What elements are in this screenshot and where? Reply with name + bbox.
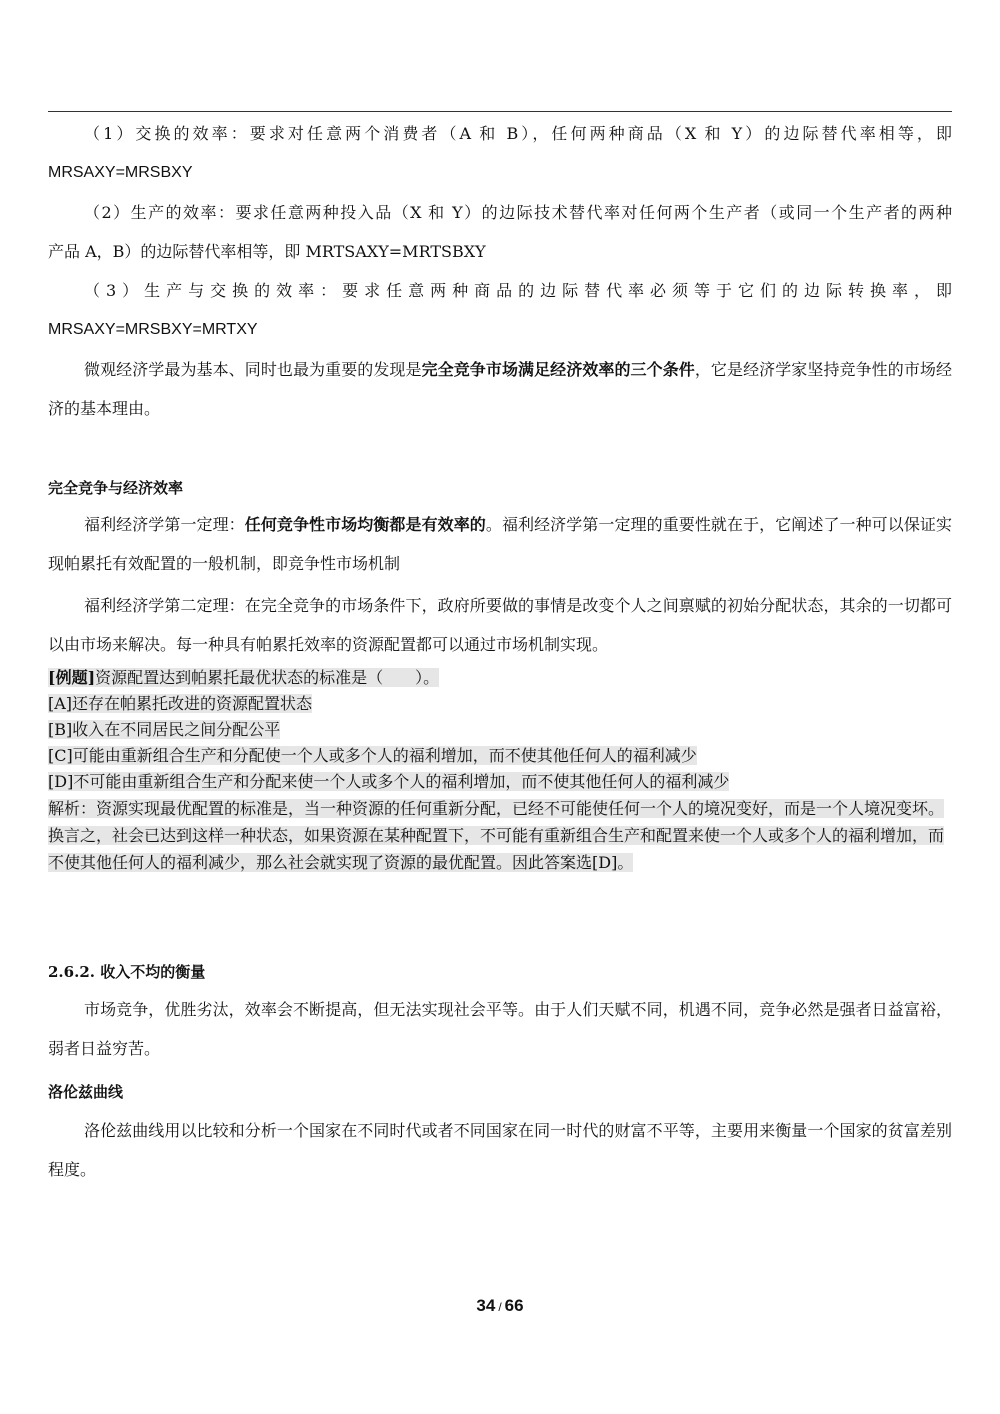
example-question-text: 资源配置达到帕累托最优状态的标准是（ ）。 [95, 668, 440, 687]
condition-2-line2: 产品 A，B）的边际替代率相等，即 MRTSAXY=MRTSBXY [48, 242, 486, 261]
section-heading-lorenz: 洛伦兹曲线 [48, 1083, 124, 1101]
page-number [0, 1296, 1000, 1316]
theorem1-pre: 福利经济学第一定理： [84, 515, 245, 534]
condition-3-line1: （3）生产与交换的效率：要求任意两种商品的边际替代率必须等于它们的边际转换率，即 [84, 281, 952, 300]
example-option-a: [A]还存在帕累托改进的资源配置状态 [48, 694, 313, 713]
section-heading-competition: 完全竞争与经济效率 [48, 479, 184, 497]
page-total: 66 [504, 1296, 524, 1315]
welfare-theorem-2: 福利经济学第二定理：在完全竞争的市场条件下，政府所要做的事情是改变个人之间禀赋的初始分配状态，其余的一切都可以由市场来解决。每一种具有帕累托效率的资源配置都可以通过市场机制实现。 [48, 596, 952, 654]
condition-2-line1: （2）生产的效率：要求任意两种投入品（X 和 Y）的边际技术替代率对任何两个生产者（或同一个生产者的两种 [84, 203, 952, 222]
example-option-c: [C]可能由重新组合生产和分配使一个人或多个人的福利增加，而不使其他任何人的福利减少 [48, 746, 697, 765]
header-rule [48, 111, 952, 112]
micro-bold: 完全竞争市场满足经济效率的三个条件 [421, 360, 695, 379]
welfare-theorem-1 [48, 505, 952, 583]
example-analysis: 解析：资源实现最优配置的标准是，当一种资源的任何重新分配，已经不可能使任何一个人的境况变好，而是一个人境况变坏。换言之，社会已达到这样一种状态，如果资源在某种配置下，不可能有重新组合生产和配置来使一个人或多个人的福利增加，而不使其他任何人的福利减少，那么社会就实现了资源的最优配置。因此答案选[D]。 [48, 799, 945, 872]
example-tag: [例题] [48, 668, 96, 687]
condition-1-line2: MRSAXY=MRSBXY [48, 164, 193, 181]
condition-3-line2: MRSAXY=MRSBXY=MRTXY [48, 321, 258, 338]
theorem1-post: 。福利经济学第一定理的重要性就在于，它阐述了一种可以保证实现帕累托有效配置的一般机制，即竞争性市场机制 [48, 515, 952, 573]
micro-pre: 微观经济学最为基本、同时也最为重要的发现是 [84, 360, 422, 379]
section-heading-income: 2.6.2. 收入不均的衡量 [48, 963, 206, 981]
example-option-b: [B]收入在不同居民之间分配公平 [48, 720, 281, 739]
income-paragraph: 市场竞争，优胜劣汰，效率会不断提高，但无法实现社会平等。由于人们天赋不同，机遇不同，竞争必然是强者日益富裕，弱者日益穷苦。 [48, 1000, 952, 1058]
example-question [48, 665, 439, 690]
micro-paragraph [48, 350, 952, 428]
page-current: 34 [476, 1296, 496, 1315]
micro-post: ，它是经济学家坚持竞争性的市场经济的基本理由。 [48, 360, 952, 418]
example-option-d: [D]不可能由重新组合生产和分配来使一个人或多个人的福利增加，而不使其他任何人的福利减少 [48, 772, 730, 791]
lorenz-paragraph: 洛伦兹曲线用以比较和分析一个国家在不同时代或者不同国家在同一时代的财富不平等，主要用来衡量一个国家的贫富差别程度。 [48, 1121, 952, 1179]
page-separator: / [498, 1300, 502, 1314]
theorem1-bold: 任何竞争性市场均衡都是有效率的 [244, 515, 486, 534]
condition-1-line1: （1）交换的效率：要求对任意两个消费者（A 和 B），任何两种商品（X 和 Y）的边际替代率相等，即 [84, 124, 952, 143]
